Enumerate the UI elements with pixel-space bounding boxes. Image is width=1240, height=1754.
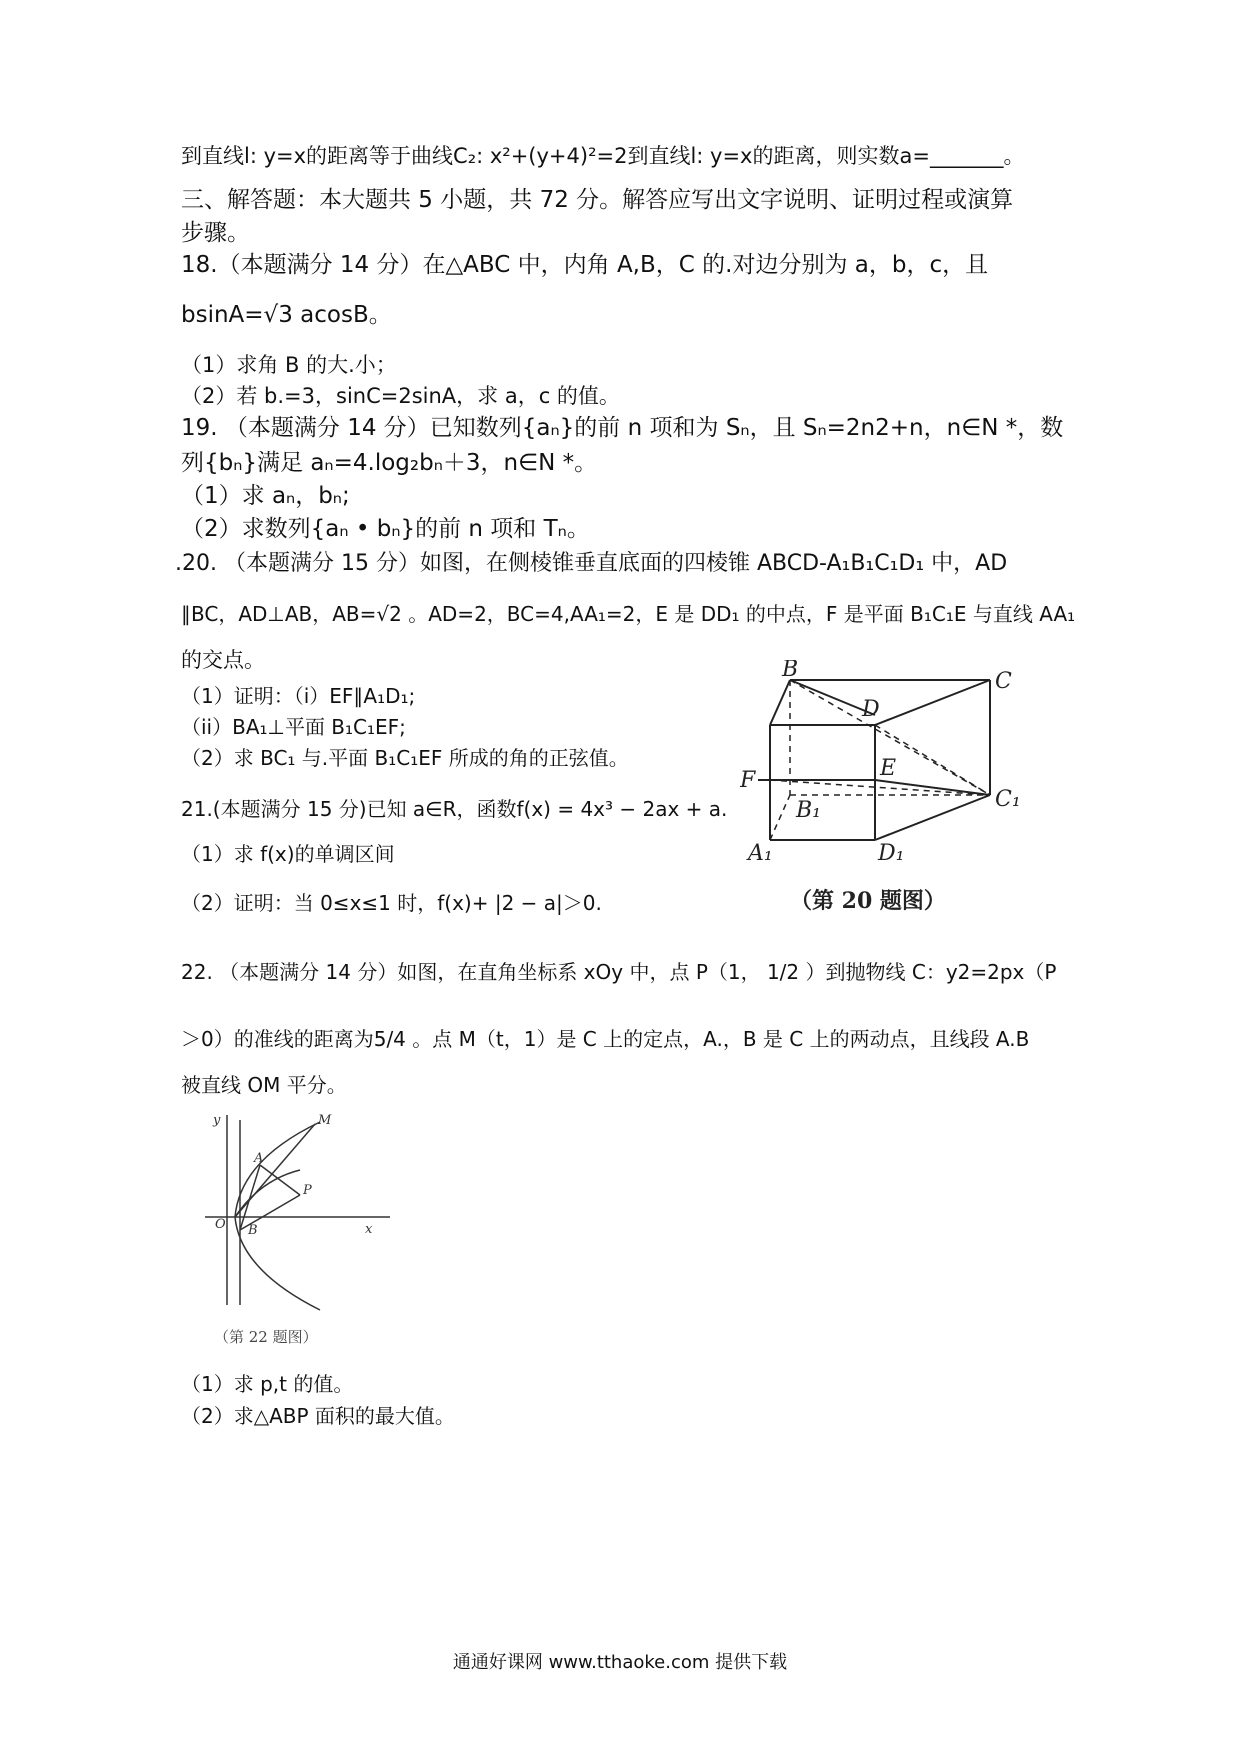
fig22-label-x: x bbox=[365, 1222, 373, 1237]
line-6: （1）求角 B 的大.小； bbox=[181, 353, 397, 377]
line-24: （1）求 p,t 的值。 bbox=[181, 1372, 354, 1396]
line-19: （1）求 f(x)的单调区间 bbox=[181, 842, 395, 866]
line-23: 被直线 OM 平分。 bbox=[181, 1073, 347, 1097]
line-2: 三、解答题：本大题共 5 小题，共 72 分。解答应写出文字说明、证明过程或演算 bbox=[181, 187, 1014, 213]
line-18: 21.(本题满分 15 分)已知 a∈R，函数f(x) = 4x³ − 2ax + a. bbox=[181, 797, 728, 821]
line-4: 18.（本题满分 14 分）在△ABC 中，内角 A,B，C 的.对边分别为 a，b，c，且 bbox=[181, 252, 989, 278]
fig20-label-d: D bbox=[862, 697, 880, 722]
line-11: （2）求数列{aₙ • bₙ}的前 n 项和 Tₙ。 bbox=[181, 516, 590, 542]
fig20-caption: （第 20 题图） bbox=[790, 888, 946, 914]
line-9: 列{bₙ}满足 aₙ=4.log₂bₙ＋3，n∈N *。 bbox=[181, 450, 598, 476]
fig22-label-p: P bbox=[303, 1183, 312, 1198]
line-16: （ii）BA₁⊥平面 B₁C₁EF; bbox=[181, 715, 406, 739]
fig20-label-c1: C₁ bbox=[995, 787, 1021, 812]
line-14: 的交点。 bbox=[181, 648, 265, 672]
fig22-label-y: y bbox=[213, 1113, 221, 1128]
fig22-label-a: A bbox=[254, 1151, 264, 1166]
fig20-label-d1: D₁ bbox=[878, 841, 905, 866]
fig20-label-b: B bbox=[782, 660, 799, 682]
fig22-label-o: O bbox=[215, 1217, 226, 1232]
figure-20-prism bbox=[740, 660, 1040, 920]
fig20-label-b1: B₁ bbox=[796, 798, 821, 823]
fig22-label-m: M bbox=[318, 1113, 332, 1128]
line-22: ＞0）的准线的距离为5/4 。点 M（t，1）是 C 上的定点，A.，B 是 C 上的两动点，且线段 A.B bbox=[181, 1027, 1030, 1051]
figure-22-parabola bbox=[200, 1110, 400, 1350]
line-25: （2）求△ABP 面积的最大值。 bbox=[181, 1404, 455, 1428]
line-5: bsinA=√3 acosB。 bbox=[181, 302, 392, 328]
line-1: 到直线l: y=x的距离等于曲线C₂: x²+(y+4)²=2到直线l: y=x的距离，则实数a=_______。 bbox=[181, 144, 1025, 168]
fig22-label-b: B bbox=[248, 1223, 258, 1238]
fig20-label-c: C bbox=[995, 669, 1012, 694]
line-17: （2）求 BC₁ 与.平面 B₁C₁EF 所成的角的正弦值。 bbox=[181, 746, 629, 770]
line-8: 19. （本题满分 14 分）已知数列{aₙ}的前 n 项和为 Sₙ，且 Sₙ=2n2+n，n∈N *，数 bbox=[181, 415, 1064, 441]
line-12: .20. （本题满分 15 分）如图，在侧棱锥垂直底面的四棱锥 ABCD-A₁B₁C₁D₁ 中，AD bbox=[175, 551, 1008, 576]
fig20-label-e: E bbox=[880, 756, 897, 781]
line-3: 步骤。 bbox=[181, 220, 250, 246]
fig20-label-f: F bbox=[740, 768, 756, 793]
page-footer: 通通好课网 www.tthaoke.com 提供下载 bbox=[452, 1652, 788, 1673]
line-7: （2）若 b.=3，sinC=2sinA，求 a，c 的值。 bbox=[181, 384, 620, 408]
fig22-caption: （第 22 题图） bbox=[214, 1328, 318, 1346]
line-20: （2）证明：当 0≤x≤1 时，f(x)+ |2 − a|＞0. bbox=[181, 891, 602, 915]
line-21: 22. （本题满分 14 分）如图，在直角坐标系 xOy 中，点 P（1， 1/2 ）到抛物线 C：y2=2px（P bbox=[181, 960, 1057, 984]
line-13: ∥BC，AD⊥AB，AB=√2 。AD=2，BC=4,AA₁=2，E 是 DD₁ 的中点，F 是平面 B₁C₁E 与直线 AA₁ bbox=[181, 602, 1076, 626]
fig20-label-a1: A₁ bbox=[748, 841, 773, 866]
line-15: （1）证明：（i）EF∥A₁D₁; bbox=[181, 684, 416, 708]
line-10: （1）求 aₙ，bₙ; bbox=[181, 483, 350, 509]
